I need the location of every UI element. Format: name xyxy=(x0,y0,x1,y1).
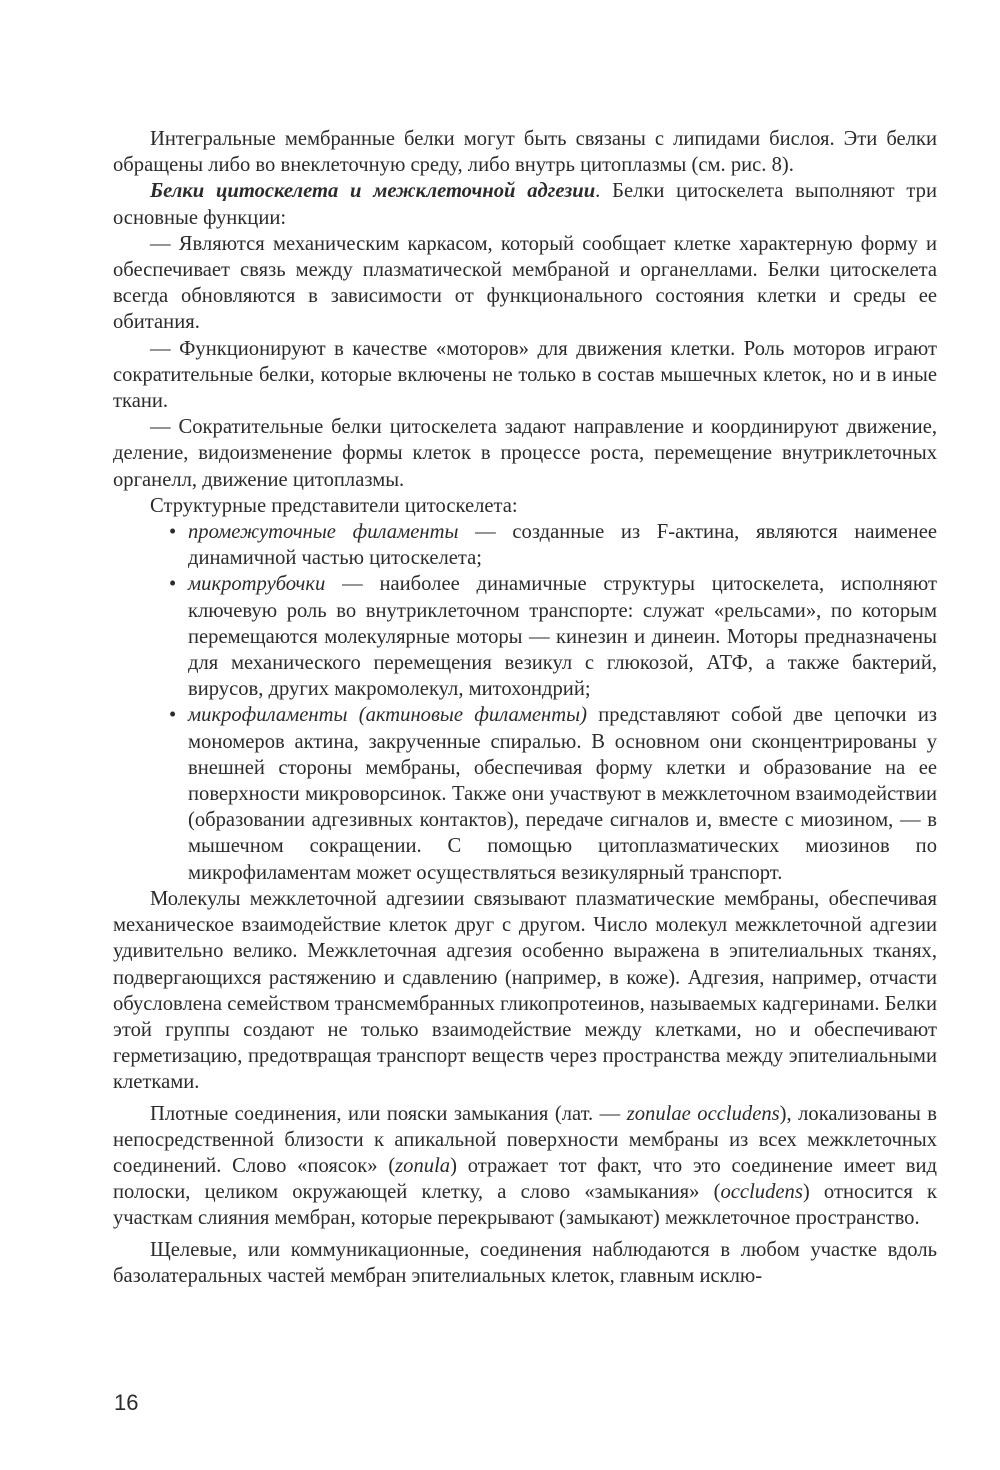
bullet-icon: • xyxy=(169,521,177,544)
page-number: 16 xyxy=(114,1390,139,1415)
page-body xyxy=(113,126,937,1289)
list-item xyxy=(113,519,937,571)
paragraph-tight-junctions xyxy=(113,1101,937,1232)
paragraph-cytoskeleton-functions xyxy=(113,178,937,230)
list-item xyxy=(113,571,937,702)
paragraph-integral-proteins: Интегральные мембранные белки могут быть связаны с липидами бислоя. Эти белки обращены либо во внеклеточную среду, либо внутрь цитоплазмы (см. рис. 8). xyxy=(113,128,937,177)
latin-term: zonula xyxy=(395,1154,451,1177)
tight-text-1: Плотные соединения, или пояски замыкания (лат. — xyxy=(150,1102,627,1125)
function-item-1: — Являются механическим каркасом, который сообщает клетке характерную форму и обеспечивает связь между плазматической мембраной и органеллами. Белки цитоскелета всегда обновляются в зависимости от функционального состояния клетки и среды ее обитания. xyxy=(113,232,937,334)
list-item-text: — созданные из F-актина, являются наименее динамичной частью цитоскелета; xyxy=(188,521,937,570)
tight-text-3: ) отражает тот факт, что это соединение имеет вид полоски, целиком окружающей клетку, а слово «замыкания» ( xyxy=(113,1154,937,1204)
function-item-2: — Функционируют в качестве «моторов» для движения клетки. Роль моторов играют сократительные белки, которые включены не только в состав мышечных клеток, но и в иные ткани. xyxy=(113,337,937,413)
cytoskeleton-list xyxy=(113,519,937,886)
bullet-icon: • xyxy=(169,704,177,727)
tight-text-4: ) относится к участкам слияния мембран, которые перекрывают (замыкают) межклеточное пространство. xyxy=(113,1181,937,1230)
section-heading-rest: . Белки цитоскелета выполняют три основные функции: xyxy=(113,180,937,229)
structural-intro: Структурные представители цитоскелета: xyxy=(150,494,518,517)
section-heading: Белки цитоскелета и межклеточной адгезии xyxy=(150,180,596,203)
latin-term: occludens xyxy=(720,1181,803,1204)
function-item-3: — Сократительные белки цитоскелета задают направление и координируют движение, деление, видоизменение формы клеток в процессе роста, перемещение внутриклеточных органелл, движение цитоплазмы. xyxy=(113,416,937,491)
bullet-icon: • xyxy=(169,573,177,596)
paragraph-gap-junctions: Щелевые, или коммуникационные, соединения наблюдаются в любом участке вдоль базолатеральных частей мембран эпителиальных клеток, главным исклю- xyxy=(113,1238,937,1287)
list-item-text: — наиболее динамичные структуры цитоскелета, исполняют ключевую роль во внутриклеточном транспорте: служат «рельсами», по которым перемещаются молекулярные моторы — кинезин и динеин. Моторы предназначены для механического перемещения везикул с глюкозой, АТФ, а также бактерий, вирусов, других макромолекул, митохондрий; xyxy=(188,573,937,701)
list-item-term: микрофиламенты (актиновые филаменты) xyxy=(188,704,587,727)
tight-text-2: ), локализованы в непосредственной близости к апикальной поверхности мембраны из всех межклеточных соединений. Слово «поясок» ( xyxy=(113,1102,937,1177)
list-item xyxy=(113,702,937,885)
latin-term: zonulae occludens xyxy=(626,1102,780,1125)
paragraph-adhesion: Молекулы межклеточной адгезиии связывают плазматические мембраны, обеспечивая механическое взаимодействие клеток друг с другом. Число молекул межклеточной адгезии удивительно велико. Межклеточная адгезия особенно выражена в эпителиальных тканях, подвергающихся растяжению и сдавлению (например, в коже). Адгезия, например, отчасти обусловлена семейством трансмембранных гликопротеинов, называемых кадгеринами. Белки этой группы создают не только взаимодействие между клетками, но и обеспечивают герметизацию, предотвращая транспорт веществ через пространства между эпителиальными клетками. xyxy=(113,887,937,1094)
list-item-text: представляют собой две цепочки из мономеров актина, закрученные спиралью. В основном они сконцентрированы у внешней стороны мембраны, обеспечивая форму клетки и образование на ее поверхности микроворсинок. Также они участвуют в межклеточном взаимодействии (образовании адгезивных контактов), передаче сигналов и, вместе с миозином, — в мышечном сокращении. С помощью цитоплазматических миозинов по микрофиламентам может осуществляться везикулярный транспорт. xyxy=(188,704,938,884)
list-item-term: промежуточные филаменты xyxy=(188,521,459,544)
list-item-term: микротрубочки xyxy=(188,573,326,596)
